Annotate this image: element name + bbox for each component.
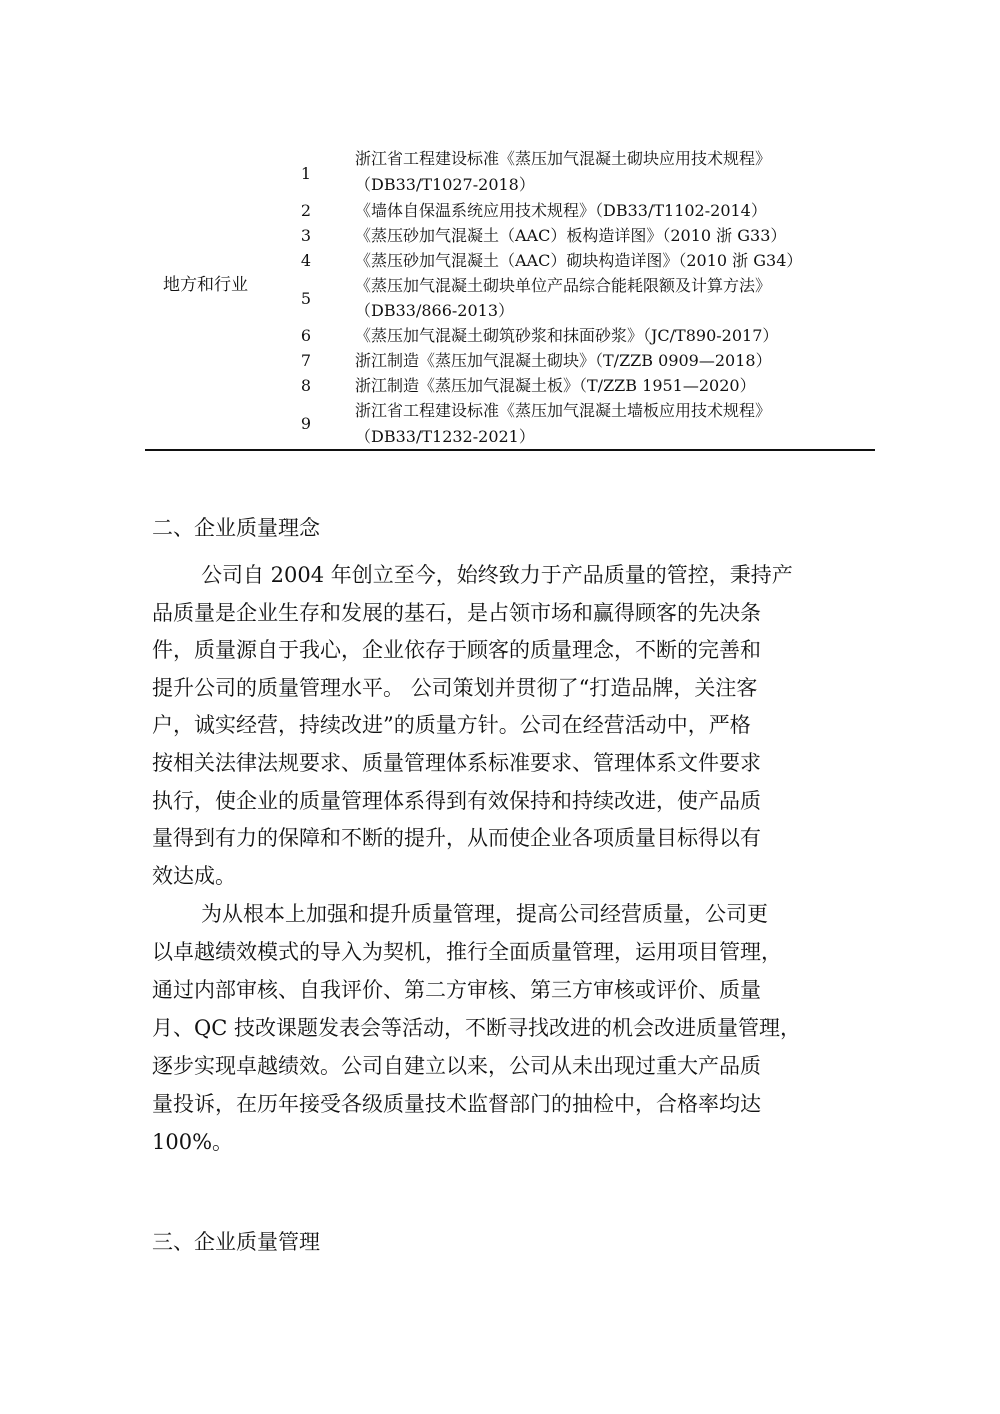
row-number: 2 [300,201,312,220]
paragraph-line: 户，诚实经营，持续改进”的质量方针。公司在经营活动中，严格 [152,713,751,737]
section-heading: 三、企业质量管理 [152,1230,320,1254]
paragraph-line: 件，质量源自于我心，企业依存于顾客的质量理念，不断的完善和 [152,638,761,662]
standards-table [0,0,1000,460]
paragraph-line: 100%。 [152,1130,234,1154]
row-number: 6 [300,326,312,345]
standard-code: （DB33/T1027-2018） [355,175,535,194]
paragraph-line: 量得到有力的保障和不断的提升，从而使企业各项质量目标得以有 [152,826,761,850]
paragraph-line: 效达成。 [152,864,236,888]
paragraph-line: 按相关法律法规要求、质量管理体系标准要求、管理体系文件要求 [152,751,761,775]
paragraph-line: 逐步实现卓越绩效。公司自建立以来，公司从未出现过重大产品质 [152,1054,761,1078]
paragraph-line: 量投诉，在历年接受各级质量技术监督部门的抽检中，合格率均达 [152,1092,761,1116]
paragraph-line: 以卓越绩效模式的导入为契机，推行全面质量管理，运用项目管理， [152,940,782,964]
standard-title: 浙江制造《蒸压加气混凝土砌块》（T/ZZB 0909—2018） [355,351,772,370]
paragraph-line: 公司自 2004 年创立至今，始终致力于产品质量的管控，秉持产 [201,563,793,587]
category-cell: 地方和行业 [163,275,248,295]
standard-title: 《蒸压加气混凝土砌筑砂浆和抹面砂浆》（JC/T890-2017） [355,326,779,345]
paragraph-line: 月、QC 技改课题发表会等活动，不断寻找改进的机会改进质量管理， [152,1016,801,1040]
row-number: 7 [300,351,312,370]
row-number: 1 [300,164,312,183]
row-number: 8 [300,376,312,395]
row-number: 5 [300,289,312,308]
standard-title: 浙江省工程建设标准《蒸压加气混凝土墙板应用技术规程》 [355,401,772,420]
table-bottom-rule [145,449,875,451]
paragraph-line: 提升公司的质量管理水平。 公司策划并贯彻了“打造品牌，关注客 [152,676,758,700]
row-number: 3 [300,226,312,245]
standard-code: （DB33/866-2013） [355,301,515,320]
standard-title: 《蒸压砂加气混凝土（AAC）砌块构造详图》（2010 浙 G34） [355,251,803,270]
section-heading: 二、企业质量理念 [152,516,320,540]
paragraph-line: 品质量是企业生存和发展的基石，是占领市场和赢得顾客的先决条 [152,601,761,625]
standard-title: 浙江制造《蒸压加气混凝土板》（T/ZZB 1951—2020） [355,376,756,395]
paragraph-line: 为从根本上加强和提升质量管理，提高公司经营质量，公司更 [201,902,768,926]
paragraph-line: 执行，使企业的质量管理体系得到有效保持和持续改进，使产品质 [152,789,761,813]
standard-title: 《墙体自保温系统应用技术规程》（DB33/T1102-2014） [355,201,767,220]
standard-title: 《蒸压加气混凝土砌块单位产品综合能耗限额及计算方法》 [355,276,772,295]
standard-title: 《蒸压砂加气混凝土（AAC）板构造详图》（2010 浙 G33） [355,226,787,245]
standard-title: 浙江省工程建设标准《蒸压加气混凝土砌块应用技术规程》 [355,149,772,168]
paragraph-line: 通过内部审核、自我评价、第二方审核、第三方审核或评价、质量 [152,978,761,1002]
standard-code: （DB33/T1232-2021） [355,427,535,446]
row-number: 9 [300,414,312,433]
row-number: 4 [300,251,312,270]
